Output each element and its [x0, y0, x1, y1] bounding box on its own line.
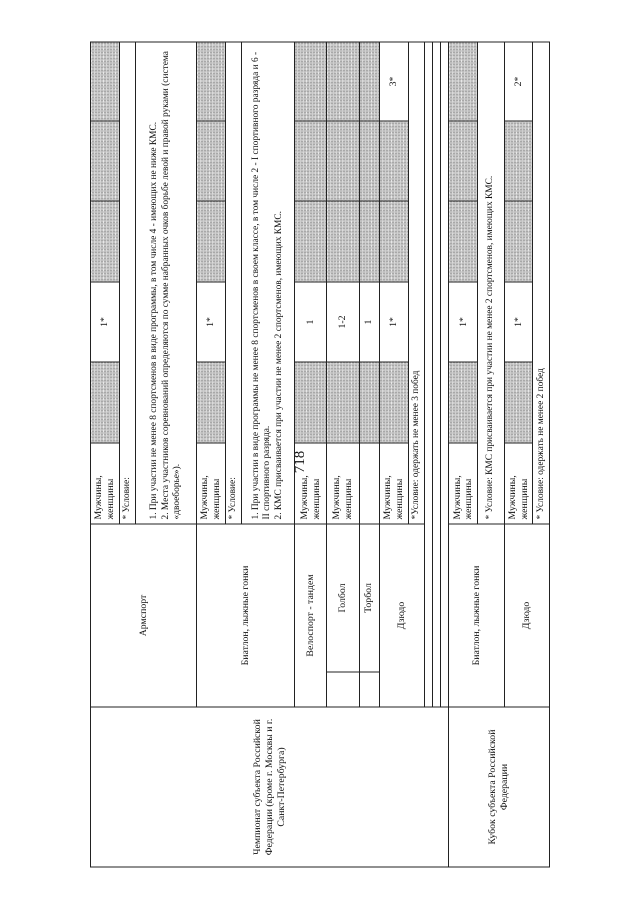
note-armsport [119, 42, 135, 524]
sport-biathlon-cup: Биатлон, лыжные гонки [470, 565, 482, 666]
sport-cell [379, 524, 424, 707]
shaded-cell [379, 362, 408, 443]
shaded-cell [91, 42, 120, 121]
sport-armsport: Армспорт [137, 594, 149, 637]
sport-judo-cup: Дзюдо [520, 601, 532, 630]
note-line: 2. КМС присваивается при участии не менее 2 спортсменов, имеющих КМС. [273, 211, 284, 520]
spacer-row [433, 42, 441, 707]
gender-cell: Мужчины, женщины [379, 443, 408, 524]
shaded-cell [449, 362, 478, 443]
note-line: * Условие: [227, 477, 238, 520]
sport-velosport: Велоспорт - тандем [304, 574, 316, 657]
note-line: 2. Места участников соревнований определяются по сумме набранных очков борьбе левой и правой руками (система «двоеборье»). [160, 51, 182, 520]
note-biathlon [225, 42, 241, 524]
competition-champ: Чемпионат субъекта Российской Федерации (кроме г. Москвы и г. Санкт-Петербурга) [252, 718, 287, 856]
sport-cell [91, 524, 197, 707]
sport-cell [449, 524, 504, 707]
shaded-cell [294, 201, 326, 282]
value-cell: 1* [449, 282, 478, 362]
note-line: * Условие: [121, 477, 132, 520]
shaded-cell [379, 121, 408, 201]
value-cell: 1-2 [327, 282, 359, 362]
sport-torbol: Торбол [363, 583, 375, 613]
shaded-cell [359, 362, 379, 443]
shaded-cell [91, 201, 120, 282]
note-biathlon-cup: * Условие: КМС присваивается при участии не менее 2 спортсменов, имеющих КМС. [478, 42, 504, 524]
value-cell: 1* [91, 282, 120, 362]
competition-cell [449, 707, 550, 867]
shaded-cell [327, 42, 359, 121]
shaded-cell [504, 121, 533, 201]
note-line: 1. При участии не менее 8 спортсменов в виде программы, в том числе 4 - имеющих не ниже КМС. [149, 121, 160, 520]
shaded-cell [449, 42, 478, 121]
sport-biathlon: Биатлон, лыжные гонки [239, 565, 251, 666]
shaded-cell [359, 121, 379, 201]
table-row [449, 42, 478, 867]
note-armsport-items [136, 42, 197, 524]
competition-cup: Кубок субъекта Российской Федерации [487, 729, 511, 845]
shaded-cell [197, 362, 226, 443]
rank-requirements-table [90, 41, 550, 867]
empty-cell [359, 672, 379, 707]
gender-cell: Мужчины, женщины [449, 443, 478, 524]
shaded-cell [359, 42, 379, 121]
sport-cell [359, 524, 379, 672]
page-number: 718 [292, 450, 308, 474]
shaded-cell [359, 201, 379, 282]
shaded-cell [449, 201, 478, 282]
value-cell: 2* [504, 42, 533, 121]
shaded-cell [91, 121, 120, 201]
sport-judo: Дзюдо [396, 601, 408, 630]
value-cell: 1 [294, 282, 326, 362]
sport-cell [327, 524, 359, 672]
value-cell: 1* [504, 282, 533, 362]
note-biathlon-items [242, 42, 295, 524]
value-cell: 1 [359, 282, 379, 362]
spacer-row [425, 42, 433, 707]
note-line: 1. При участии в виде программы не менее 8 спортсменов в своем классе, в том числе 2 - I спортивного разряда и 6 - II спортивного разряда. [251, 51, 273, 520]
shaded-cell [197, 42, 226, 121]
shaded-cell [197, 201, 226, 282]
shaded-cell [197, 121, 226, 201]
competition-cell [91, 707, 449, 867]
gender-cell: Мужчины, женщины [197, 443, 226, 524]
note-judo-cup: * Условие: одержать не менее 2 побед [533, 42, 550, 524]
shaded-cell [504, 362, 533, 443]
shaded-cell [327, 121, 359, 201]
sport-cell [294, 524, 326, 707]
gender-cell: Мужчины, женщины [91, 443, 120, 524]
shaded-cell [449, 121, 478, 201]
empty-cell [327, 672, 359, 707]
shaded-cell [294, 121, 326, 201]
shaded-cell [504, 201, 533, 282]
shaded-cell [327, 201, 359, 282]
gender-cell: Мужчины, женщины [504, 443, 533, 524]
table-row [91, 42, 120, 867]
shaded-cell [379, 201, 408, 282]
shaded-cell [91, 362, 120, 443]
sport-cell [504, 524, 549, 707]
sport-cell [197, 524, 295, 707]
value-cell: 3* [379, 42, 408, 121]
spacer-row [441, 42, 449, 707]
shaded-cell [327, 362, 359, 443]
note-judo: *Условие: одержать не менее 3 побед [408, 42, 424, 524]
rotated-page [90, 43, 550, 868]
gender-cell: Мужчины, женщины [294, 443, 326, 524]
shaded-cell [294, 42, 326, 121]
sport-golbol: Голбол [337, 583, 349, 613]
value-cell: 1* [197, 282, 226, 362]
value-cell: 1* [379, 282, 408, 362]
shaded-cell [294, 362, 326, 443]
gender-cell [359, 443, 379, 524]
gender-cell: Мужчины, женщины [327, 443, 359, 524]
